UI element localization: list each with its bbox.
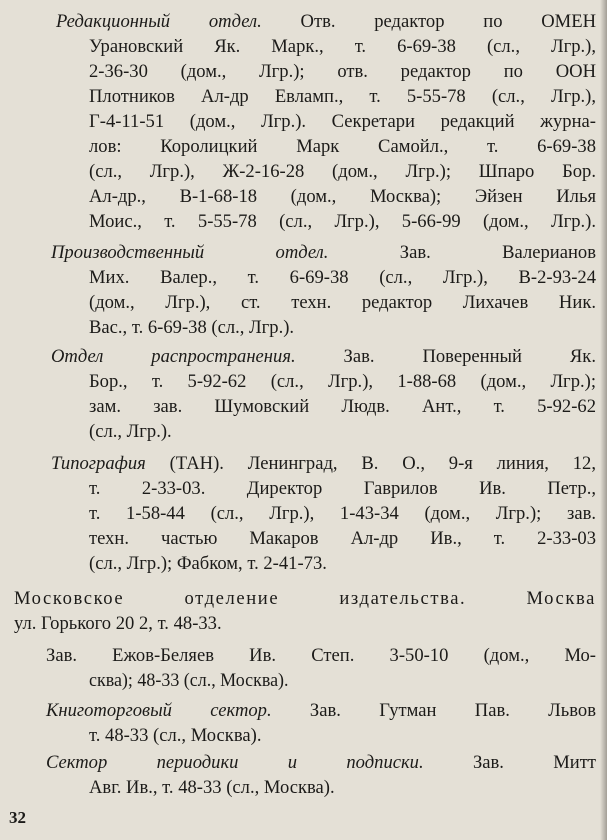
line-text: Г-4-11-51 (дом., Лгр.). Секретари редакций журна- (89, 111, 596, 132)
text-line (89, 135, 596, 159)
line-text: Зав. Митт (423, 752, 596, 773)
text-line (14, 612, 314, 636)
text-line (89, 160, 596, 184)
line-text: Бор., т. 5-92-62 (сл., Лгр.), 1-88-68 (дом., Лгр.); (89, 371, 596, 392)
text-line (89, 291, 596, 315)
line-text: Ал-др., В-1-68-18 (дом., Москва); Эйзен Илья (89, 186, 596, 207)
section-heading: Книготорговый сектор. (46, 700, 272, 721)
text-line (51, 345, 596, 369)
line-text: Урановский Як. Марк., т. 6-69-38 (сл., Лгр.), (89, 36, 596, 57)
line-text: сква); 48-33 (сл., Москва). (89, 670, 289, 691)
text-line (89, 552, 389, 576)
text-line (89, 370, 596, 394)
text-line (51, 241, 596, 265)
line-text: Зав. Гутман Пав. Львов (271, 700, 596, 721)
text-line (89, 527, 596, 551)
line-text: Зав. Ежов-Беляев Ив. Степ. 3-50-10 (дом., Мо- (46, 645, 596, 666)
text-line (14, 587, 596, 611)
text-line (89, 477, 596, 501)
line-text: Моис., т. 5-55-78 (сл., Лгр.), 5-66-99 (дом., Лгр.). (89, 211, 596, 232)
page-number: 32 (9, 808, 26, 827)
line-text: техн. частью Макаров Ал-др Ив., т. 2-33-03 (89, 528, 596, 549)
section-heading: Типография (51, 453, 146, 474)
text-line (89, 395, 596, 419)
text-line (46, 644, 596, 668)
text-line (89, 776, 359, 800)
text-line (89, 316, 349, 340)
text-line (89, 669, 289, 693)
text-line (89, 185, 596, 209)
line-text: (сл., Лгр.), Ж-2-16-28 (дом., Лгр.); Шпаро Бор. (89, 161, 596, 182)
section-heading: Сектор периодики и подписки. (46, 752, 424, 773)
section-heading: Производственный отдел. (51, 242, 329, 263)
line-text: (ТАН). Ленинград, В. О., 9-я линия, 12, (145, 453, 596, 474)
line-text: Зав. Валерианов (328, 242, 596, 263)
line-text: Московское отделение издательства. Москва (14, 588, 596, 609)
text-line (89, 85, 596, 109)
line-text: Вас., т. 6-69-38 (сл., Лгр.). (89, 317, 295, 338)
line-text: лов: Королицкий Марк Самойл., т. 6-69-38 (89, 136, 596, 157)
text-line (89, 110, 596, 134)
text-line (89, 420, 199, 444)
line-text: (сл., Лгр.); Фабком, т. 2-41-73. (89, 553, 327, 574)
line-text: т. 2-33-03. Директор Гаврилов Ив. Петр., (89, 478, 596, 499)
line-text: ул. Горького 20 2, т. 48-33. (14, 613, 222, 634)
line-text: (сл., Лгр.). (89, 421, 172, 442)
text-line (51, 452, 596, 476)
line-text: Отв. редактор по ОМЕН (261, 11, 597, 32)
text-line (89, 210, 596, 234)
page-edge-shadow (600, 0, 607, 840)
section-heading: Редакционный отдел. (56, 11, 262, 32)
text-line (89, 266, 596, 290)
line-text: Плотников Ал-др Евламп., т. 5-55-78 (сл., Лгр.), (89, 86, 596, 107)
line-text: Мих. Валер., т. 6-69-38 (сл., Лгр.), В-2-93-24 (89, 267, 596, 288)
line-text: 2-36-30 (дом., Лгр.); отв. редактор по ООН (89, 61, 596, 82)
text-line (46, 751, 596, 775)
line-text: Авг. Ив., т. 48-33 (сл., Москва). (89, 777, 335, 798)
text-line (56, 10, 596, 34)
line-text: т. 48-33 (сл., Москва). (89, 725, 262, 746)
text-line (89, 724, 279, 748)
line-text: Зав. Поверенный Як. (295, 346, 596, 367)
text-line (89, 502, 596, 526)
text-line (46, 699, 596, 723)
section-heading: Отдел распространения. (51, 346, 296, 367)
text-line (89, 60, 596, 84)
line-text: зам. зав. Шумовский Людв. Ант., т. 5-92-62 (89, 396, 596, 417)
line-text: (дом., Лгр.), ст. техн. редактор Лихачев Ник. (89, 292, 596, 313)
line-text: т. 1-58-44 (сл., Лгр.), 1-43-34 (дом., Лгр.); зав. (89, 503, 596, 524)
text-line (89, 35, 596, 59)
